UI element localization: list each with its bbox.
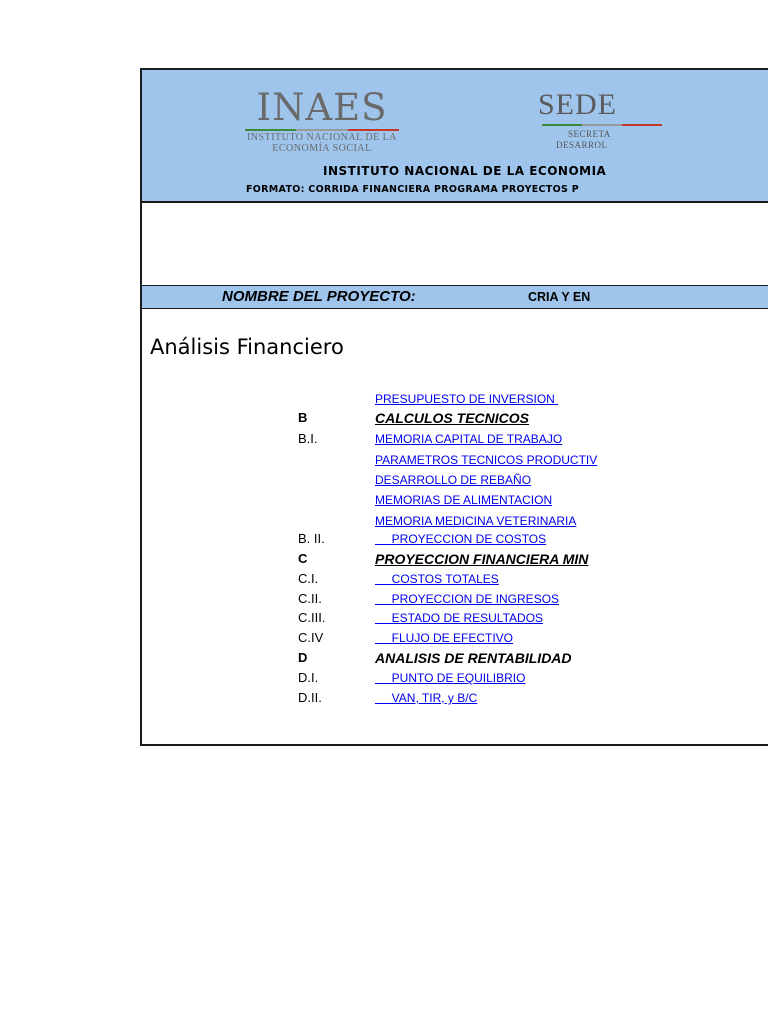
inaes-logo-subtitle: ECONOMÍA SOCIAL [272, 143, 372, 154]
sedesol-logo [538, 88, 738, 151]
index-row [142, 492, 768, 512]
inaes-logo-text: INAES [256, 86, 388, 129]
index-code: D.II. [298, 690, 322, 705]
index-section-heading: ANALISIS DE RENTABILIDAD [375, 650, 572, 666]
sedesol-logo-rule [542, 124, 662, 126]
index-row [142, 610, 768, 630]
format-title: FORMATO: CORRIDA FINANCIERA PROGRAMA PROYECTOS P [246, 184, 579, 195]
sedesol-logo-subtitle: SECRETA [568, 129, 611, 139]
index-row [142, 472, 768, 492]
inaes-logo-rule [245, 129, 399, 131]
index-code: C.II. [298, 591, 322, 606]
index-link[interactable]: PROYECCION DE COSTOS [375, 532, 547, 546]
index-row [142, 630, 768, 650]
index-code: B.I. [298, 431, 318, 446]
index-section-heading: PROYECCION FINANCIERA MIN [375, 551, 589, 567]
index-code: B [298, 410, 308, 425]
project-name-value[interactable]: CRIA Y EN [528, 290, 591, 304]
index-link[interactable]: COSTOS TOTALES [375, 572, 499, 586]
index-link[interactable]: ESTADO DE RESULTADOS [375, 611, 544, 625]
sedesol-logo-text: SEDE [538, 88, 617, 121]
index-link[interactable]: VAN, TIR, y B/C [375, 691, 478, 705]
index-code: C.III. [298, 610, 326, 625]
spreadsheet-frame [140, 68, 768, 746]
inaes-logo-subtitle: INSTITUTO NACIONAL DE LA [246, 132, 398, 143]
index-code: D [298, 650, 308, 665]
inaes-logo [242, 88, 402, 154]
index-row [142, 690, 768, 710]
index-section-heading: CALCULOS TECNICOS [375, 410, 529, 426]
index-row [142, 650, 768, 670]
index-link[interactable]: FLUJO DE EFECTIVO [375, 631, 514, 645]
index-link[interactable]: PROYECCION DE INGRESOS [375, 592, 560, 606]
index-code: C [298, 551, 308, 566]
header-band [142, 70, 768, 203]
index-row [142, 513, 768, 533]
index-code: D.I. [298, 670, 319, 685]
index-link[interactable]: PRESUPUESTO DE INVERSION [375, 392, 559, 406]
index-row [142, 431, 768, 451]
index-row [142, 551, 768, 571]
index-row [142, 531, 768, 551]
sedesol-logo-subtitle: DESARROL [556, 140, 608, 150]
index-row [142, 571, 768, 591]
index-row [142, 410, 768, 430]
index-code: C.I. [298, 571, 319, 586]
index-code: B. II. [298, 531, 325, 546]
index-row [142, 591, 768, 611]
index-row [142, 670, 768, 690]
project-name-label: NOMBRE DEL PROYECTO: [222, 288, 416, 305]
index-link[interactable]: DESARROLLO DE REBAÑO [375, 473, 532, 487]
index-link[interactable]: MEMORIAS DE ALIMENTACION [375, 493, 553, 507]
index-link[interactable]: PUNTO DE EQUILIBRIO [375, 671, 526, 685]
project-name-bar [142, 285, 768, 309]
institute-title: INSTITUTO NACIONAL DE LA ECONOMIA [323, 164, 607, 178]
index-link[interactable]: PARAMETROS TECNICOS PRODUCTIV [375, 453, 598, 467]
index-link[interactable]: MEMORIA CAPITAL DE TRABAJO [375, 432, 563, 446]
analysis-title: Análisis Financiero [150, 335, 344, 359]
index-row [142, 391, 768, 411]
index-link[interactable]: MEMORIA MEDICINA VETERINARIA [375, 514, 577, 528]
index-code: C.IV [298, 630, 324, 645]
index-row [142, 452, 768, 472]
